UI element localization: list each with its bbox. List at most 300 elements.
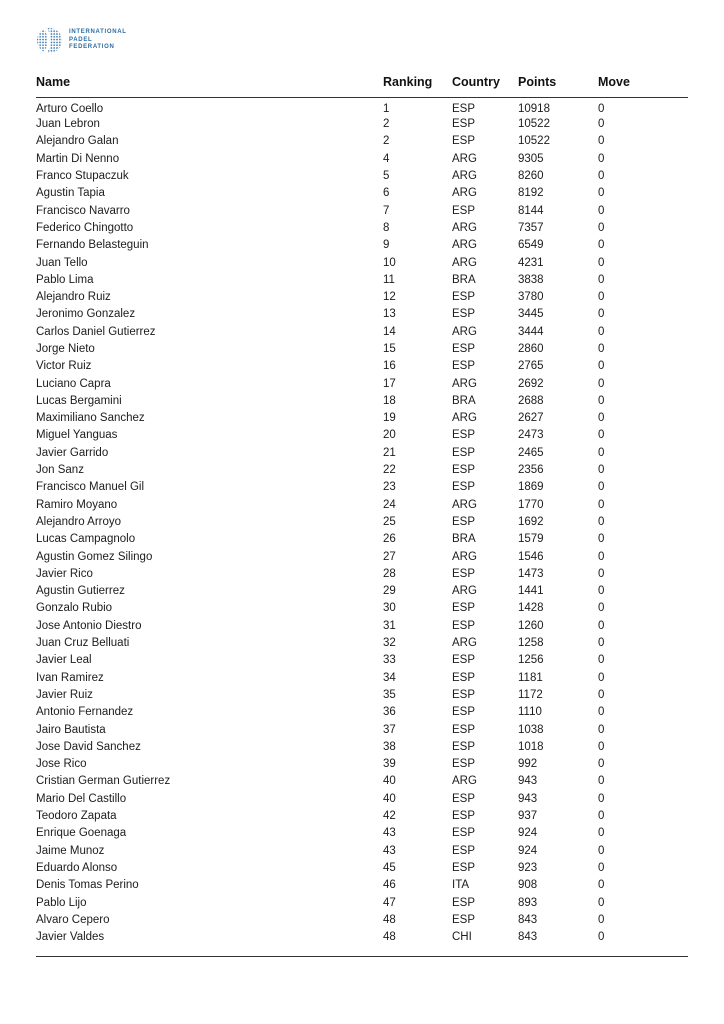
player-move: 0 bbox=[598, 481, 605, 494]
player-country: BRA bbox=[452, 394, 476, 407]
player-points: 1038 bbox=[518, 723, 544, 736]
player-name: Jose Antonio Diestro bbox=[36, 619, 142, 632]
table-row bbox=[36, 151, 688, 168]
player-name: Denis Tomas Perino bbox=[36, 879, 139, 892]
player-country: ESP bbox=[452, 515, 476, 528]
table-row bbox=[36, 393, 688, 410]
player-move: 0 bbox=[598, 567, 605, 580]
player-points: 3780 bbox=[518, 291, 544, 304]
player-ranking: 20 bbox=[383, 429, 396, 442]
player-country: BRA bbox=[452, 533, 476, 546]
player-name: Franco Stupaczuk bbox=[36, 170, 129, 183]
player-move: 0 bbox=[598, 204, 605, 217]
player-move: 0 bbox=[598, 654, 605, 667]
player-name: Alvaro Cepero bbox=[36, 913, 110, 926]
player-country: ARG bbox=[452, 256, 477, 269]
player-move: 0 bbox=[598, 931, 605, 944]
table-row bbox=[36, 877, 688, 894]
table-row bbox=[36, 842, 688, 859]
table-row bbox=[36, 531, 688, 548]
player-country: ESP bbox=[452, 446, 476, 459]
player-country: ESP bbox=[452, 481, 476, 494]
player-name: Victor Ruiz bbox=[36, 360, 92, 373]
player-points: 908 bbox=[518, 879, 538, 892]
player-points: 2627 bbox=[518, 412, 544, 425]
player-country: ESP bbox=[452, 896, 476, 909]
player-name: Maximiliano Sanchez bbox=[36, 412, 145, 425]
player-country: ESP bbox=[452, 861, 476, 874]
player-points: 1869 bbox=[518, 481, 544, 494]
fip-logo-line-1: INTERNATIONAL bbox=[69, 29, 127, 36]
player-move: 0 bbox=[598, 343, 605, 355]
player-move: 0 bbox=[598, 308, 605, 321]
player-country: ESP bbox=[452, 619, 476, 632]
column-header-ranking: Ranking bbox=[383, 76, 452, 98]
player-ranking: 48 bbox=[383, 913, 396, 926]
table-row bbox=[36, 445, 688, 462]
player-country: ARG bbox=[452, 637, 477, 650]
table-row bbox=[36, 894, 688, 911]
column-header-move: Move bbox=[598, 76, 688, 98]
player-country: ARG bbox=[452, 170, 477, 183]
column-header-name: Name bbox=[36, 76, 383, 98]
player-points: 943 bbox=[518, 775, 538, 788]
player-country: ESP bbox=[452, 308, 476, 321]
fip-logo bbox=[36, 27, 127, 54]
player-name: Cristian German Gutierrez bbox=[36, 775, 171, 788]
player-points: 1018 bbox=[518, 740, 544, 753]
player-points: 1546 bbox=[518, 550, 544, 563]
player-points: 4231 bbox=[518, 256, 544, 269]
table-row bbox=[36, 704, 688, 721]
player-name: Agustin Gutierrez bbox=[36, 585, 125, 598]
table-row bbox=[36, 773, 688, 790]
player-name: Mario Del Castillo bbox=[36, 792, 127, 805]
player-country: ESP bbox=[452, 291, 476, 304]
player-move: 0 bbox=[598, 394, 605, 407]
player-country: CHI bbox=[452, 931, 472, 944]
table-row bbox=[36, 237, 688, 254]
player-ranking: 45 bbox=[383, 861, 396, 874]
player-move: 0 bbox=[598, 758, 605, 771]
player-points: 3445 bbox=[518, 308, 544, 321]
player-ranking: 13 bbox=[383, 308, 396, 321]
player-points: 1258 bbox=[518, 637, 544, 650]
player-country: ARG bbox=[452, 498, 477, 511]
player-move: 0 bbox=[598, 118, 605, 131]
player-move: 0 bbox=[598, 135, 605, 148]
table-row bbox=[36, 272, 688, 289]
player-points: 10522 bbox=[518, 118, 550, 131]
player-ranking: 11 bbox=[383, 273, 395, 286]
player-move: 0 bbox=[598, 671, 605, 684]
player-country: ARG bbox=[452, 221, 477, 234]
player-ranking: 43 bbox=[383, 827, 396, 840]
rankings-table-container bbox=[36, 76, 688, 946]
player-country: ESP bbox=[452, 688, 476, 701]
player-name: Juan Cruz Belluati bbox=[36, 637, 130, 650]
player-points: 1579 bbox=[518, 533, 544, 546]
table-row bbox=[36, 202, 688, 219]
rankings-table bbox=[36, 76, 688, 946]
player-move: 0 bbox=[598, 688, 605, 701]
player-move: 0 bbox=[598, 429, 605, 442]
player-move: 0 bbox=[598, 221, 605, 234]
table-row bbox=[36, 566, 688, 583]
player-points: 6549 bbox=[518, 239, 544, 252]
table-row bbox=[36, 306, 688, 323]
player-ranking: 34 bbox=[383, 671, 396, 684]
player-name: Antonio Fernandez bbox=[36, 706, 134, 719]
player-points: 2692 bbox=[518, 377, 544, 390]
player-ranking: 33 bbox=[383, 654, 396, 667]
player-country: ESP bbox=[452, 654, 476, 667]
column-header-country: Country bbox=[452, 76, 518, 98]
player-points: 843 bbox=[518, 913, 538, 926]
player-name: Javier Garrido bbox=[36, 446, 109, 459]
player-points: 3838 bbox=[518, 273, 544, 286]
table-row bbox=[36, 721, 688, 738]
player-name: Jaime Munoz bbox=[36, 844, 105, 857]
player-points: 10522 bbox=[518, 135, 550, 148]
player-ranking: 42 bbox=[383, 810, 396, 823]
player-ranking: 8 bbox=[383, 221, 390, 234]
table-row bbox=[36, 791, 688, 808]
player-country: ESP bbox=[452, 343, 476, 355]
player-name: Alejandro Ruiz bbox=[36, 291, 111, 304]
player-points: 9305 bbox=[518, 152, 544, 165]
player-ranking: 9 bbox=[383, 239, 390, 252]
player-points: 1441 bbox=[518, 585, 544, 598]
player-country: ITA bbox=[452, 879, 470, 892]
player-ranking: 2 bbox=[383, 118, 390, 131]
player-move: 0 bbox=[598, 515, 605, 528]
player-country: ESP bbox=[452, 758, 476, 771]
player-country: ESP bbox=[452, 429, 476, 442]
player-name: Francisco Navarro bbox=[36, 204, 130, 217]
player-move: 0 bbox=[598, 861, 605, 874]
player-name: Juan Lebron bbox=[36, 118, 100, 131]
player-name: Arturo Coello bbox=[36, 103, 104, 115]
table-row bbox=[36, 497, 688, 514]
player-name: Martin Di Nenno bbox=[36, 152, 120, 165]
player-country: ESP bbox=[452, 135, 476, 148]
player-move: 0 bbox=[598, 740, 605, 753]
player-country: ARG bbox=[452, 187, 477, 200]
player-points: 1770 bbox=[518, 498, 544, 511]
player-name: Jose Rico bbox=[36, 758, 87, 771]
rankings-table-header bbox=[36, 76, 688, 98]
player-name: Jorge Nieto bbox=[36, 343, 95, 355]
player-move: 0 bbox=[598, 152, 605, 165]
player-points: 924 bbox=[518, 827, 538, 840]
table-row bbox=[36, 427, 688, 444]
player-move: 0 bbox=[598, 170, 605, 183]
player-ranking: 19 bbox=[383, 412, 396, 425]
player-move: 0 bbox=[598, 810, 605, 823]
player-ranking: 30 bbox=[383, 602, 396, 615]
player-move: 0 bbox=[598, 273, 605, 286]
player-points: 8192 bbox=[518, 187, 544, 200]
player-country: ARG bbox=[452, 325, 477, 338]
player-move: 0 bbox=[598, 446, 605, 459]
player-name: Javier Valdes bbox=[36, 931, 105, 944]
player-name: Agustin Gomez Silingo bbox=[36, 550, 153, 563]
player-name: Jeronimo Gonzalez bbox=[36, 308, 136, 321]
player-move: 0 bbox=[598, 239, 605, 252]
player-name: Carlos Daniel Gutierrez bbox=[36, 325, 156, 338]
player-move: 0 bbox=[598, 827, 605, 840]
player-name: Agustin Tapia bbox=[36, 187, 105, 200]
player-move: 0 bbox=[598, 896, 605, 909]
player-ranking: 32 bbox=[383, 637, 396, 650]
fip-logo-line-2: PADEL bbox=[69, 36, 93, 43]
player-name: Enrique Goenaga bbox=[36, 827, 127, 840]
player-name: Federico Chingotto bbox=[36, 221, 134, 234]
player-ranking: 31 bbox=[383, 619, 396, 632]
player-points: 2765 bbox=[518, 360, 544, 373]
player-points: 1428 bbox=[518, 602, 544, 615]
player-ranking: 10 bbox=[383, 256, 396, 269]
player-ranking: 1 bbox=[383, 103, 390, 115]
player-ranking: 4 bbox=[383, 152, 390, 165]
player-country: ESP bbox=[452, 844, 476, 857]
player-ranking: 25 bbox=[383, 515, 396, 528]
player-points: 943 bbox=[518, 792, 538, 805]
player-ranking: 37 bbox=[383, 723, 396, 736]
player-ranking: 23 bbox=[383, 481, 396, 494]
player-country: ESP bbox=[452, 360, 476, 373]
player-name: Jairo Bautista bbox=[36, 723, 106, 736]
player-move: 0 bbox=[598, 377, 605, 390]
player-move: 0 bbox=[598, 360, 605, 373]
player-points: 1256 bbox=[518, 654, 544, 667]
player-country: ESP bbox=[452, 723, 476, 736]
player-country: ARG bbox=[452, 775, 477, 788]
player-name: Fernando Belasteguin bbox=[36, 239, 149, 252]
player-points: 937 bbox=[518, 810, 538, 823]
player-ranking: 2 bbox=[383, 135, 390, 148]
table-row bbox=[36, 756, 688, 773]
player-ranking: 5 bbox=[383, 170, 390, 183]
player-country: ARG bbox=[452, 585, 477, 598]
player-ranking: 24 bbox=[383, 498, 396, 511]
fip-logo-icon bbox=[36, 27, 63, 54]
player-country: ESP bbox=[452, 740, 476, 753]
player-ranking: 35 bbox=[383, 688, 396, 701]
player-points: 8144 bbox=[518, 204, 544, 217]
player-move: 0 bbox=[598, 775, 605, 788]
player-ranking: 27 bbox=[383, 550, 396, 563]
player-name: Lucas Bergamini bbox=[36, 394, 122, 407]
player-points: 1181 bbox=[518, 671, 543, 684]
player-name: Lucas Campagnolo bbox=[36, 533, 136, 546]
player-name: Jose David Sanchez bbox=[36, 740, 141, 753]
player-points: 2473 bbox=[518, 429, 544, 442]
player-country: ESP bbox=[452, 118, 476, 131]
table-row bbox=[36, 341, 688, 358]
table-row bbox=[36, 860, 688, 877]
table-row bbox=[36, 375, 688, 392]
table-row bbox=[36, 410, 688, 427]
player-move: 0 bbox=[598, 585, 605, 598]
player-points: 893 bbox=[518, 896, 538, 909]
player-points: 924 bbox=[518, 844, 538, 857]
player-country: ESP bbox=[452, 671, 476, 684]
player-move: 0 bbox=[598, 619, 605, 632]
table-row bbox=[36, 479, 688, 496]
player-ranking: 38 bbox=[383, 740, 396, 753]
player-ranking: 17 bbox=[383, 377, 396, 390]
player-points: 923 bbox=[518, 861, 538, 874]
player-name: Pablo Lijo bbox=[36, 896, 87, 909]
player-country: ARG bbox=[452, 152, 477, 165]
player-name: Luciano Capra bbox=[36, 377, 111, 390]
fip-logo-line-3: FEDERATION bbox=[69, 44, 115, 51]
player-move: 0 bbox=[598, 723, 605, 736]
rankings-table-body bbox=[36, 98, 688, 947]
table-row bbox=[36, 739, 688, 756]
table-row bbox=[36, 514, 688, 531]
player-ranking: 46 bbox=[383, 879, 396, 892]
player-move: 0 bbox=[598, 256, 605, 269]
player-country: ESP bbox=[452, 706, 476, 719]
player-country: ESP bbox=[452, 913, 476, 926]
player-country: ARG bbox=[452, 412, 477, 425]
player-country: ARG bbox=[452, 550, 477, 563]
player-ranking: 29 bbox=[383, 585, 396, 598]
player-name: Alejandro Arroyo bbox=[36, 515, 122, 528]
player-points: 1692 bbox=[518, 515, 544, 528]
table-row bbox=[36, 808, 688, 825]
table-row bbox=[36, 635, 688, 652]
player-name: Eduardo Alonso bbox=[36, 861, 118, 874]
player-move: 0 bbox=[598, 913, 605, 926]
player-country: ESP bbox=[452, 810, 476, 823]
table-row bbox=[36, 687, 688, 704]
player-country: ESP bbox=[452, 204, 476, 217]
player-name: Francisco Manuel Gil bbox=[36, 481, 145, 494]
player-name: Javier Leal bbox=[36, 654, 92, 667]
player-points: 2356 bbox=[518, 464, 544, 477]
player-country: ESP bbox=[452, 602, 476, 615]
player-ranking: 6 bbox=[383, 187, 390, 200]
player-ranking: 14 bbox=[383, 325, 396, 338]
player-move: 0 bbox=[598, 533, 605, 546]
player-move: 0 bbox=[598, 550, 605, 563]
player-name: Pablo Lima bbox=[36, 273, 94, 286]
player-move: 0 bbox=[598, 498, 605, 511]
player-ranking: 36 bbox=[383, 706, 396, 719]
player-ranking: 39 bbox=[383, 758, 396, 771]
player-name: Javier Rico bbox=[36, 567, 93, 580]
table-row bbox=[36, 185, 688, 202]
table-row bbox=[36, 670, 688, 687]
player-ranking: 15 bbox=[383, 343, 396, 355]
player-move: 0 bbox=[598, 602, 605, 615]
player-country: ESP bbox=[452, 827, 476, 840]
player-move: 0 bbox=[598, 464, 605, 477]
player-name: Javier Ruiz bbox=[36, 688, 93, 701]
page-bottom-rule bbox=[36, 956, 688, 957]
player-ranking: 48 bbox=[383, 931, 396, 944]
player-name: Teodoro Zapata bbox=[36, 810, 117, 823]
table-row bbox=[36, 98, 688, 117]
player-ranking: 26 bbox=[383, 533, 396, 546]
player-points: 1172 bbox=[518, 688, 543, 701]
player-points: 10918 bbox=[518, 103, 550, 115]
player-points: 2860 bbox=[518, 343, 544, 355]
player-ranking: 47 bbox=[383, 896, 396, 909]
table-row bbox=[36, 254, 688, 271]
table-row bbox=[36, 600, 688, 617]
player-points: 992 bbox=[518, 758, 538, 771]
player-name: Jon Sanz bbox=[36, 464, 84, 477]
table-row bbox=[36, 912, 688, 929]
player-country: ESP bbox=[452, 464, 476, 477]
player-move: 0 bbox=[598, 844, 605, 857]
player-move: 0 bbox=[598, 706, 605, 719]
player-move: 0 bbox=[598, 879, 605, 892]
table-row bbox=[36, 358, 688, 375]
player-ranking: 22 bbox=[383, 464, 396, 477]
player-points: 3444 bbox=[518, 325, 544, 338]
player-country: ESP bbox=[452, 567, 476, 580]
fip-logo-text bbox=[69, 29, 127, 52]
player-points: 2688 bbox=[518, 394, 544, 407]
table-row bbox=[36, 929, 688, 946]
player-country: ARG bbox=[452, 377, 477, 390]
player-points: 2465 bbox=[518, 446, 544, 459]
player-name: Ivan Ramirez bbox=[36, 671, 104, 684]
column-header-points: Points bbox=[518, 76, 598, 98]
table-row bbox=[36, 116, 688, 133]
player-country: BRA bbox=[452, 273, 476, 286]
player-points: 1110 bbox=[518, 706, 542, 719]
player-name: Ramiro Moyano bbox=[36, 498, 118, 511]
table-row bbox=[36, 289, 688, 306]
table-row bbox=[36, 133, 688, 150]
player-country: ESP bbox=[452, 103, 476, 115]
table-row bbox=[36, 220, 688, 237]
player-move: 0 bbox=[598, 325, 605, 338]
player-ranking: 40 bbox=[383, 775, 396, 788]
player-ranking: 7 bbox=[383, 204, 390, 217]
player-points: 1473 bbox=[518, 567, 544, 580]
player-move: 0 bbox=[598, 637, 605, 650]
player-ranking: 21 bbox=[383, 446, 396, 459]
player-name: Juan Tello bbox=[36, 256, 88, 269]
table-row bbox=[36, 618, 688, 635]
player-move: 0 bbox=[598, 187, 605, 200]
player-move: 0 bbox=[598, 103, 605, 115]
table-row bbox=[36, 583, 688, 600]
player-points: 7357 bbox=[518, 221, 544, 234]
player-ranking: 43 bbox=[383, 844, 396, 857]
player-points: 8260 bbox=[518, 170, 544, 183]
player-ranking: 40 bbox=[383, 792, 396, 805]
player-name: Alejandro Galan bbox=[36, 135, 119, 148]
player-move: 0 bbox=[598, 792, 605, 805]
player-move: 0 bbox=[598, 291, 605, 304]
table-row bbox=[36, 548, 688, 565]
player-ranking: 16 bbox=[383, 360, 396, 373]
table-row bbox=[36, 462, 688, 479]
table-row bbox=[36, 825, 688, 842]
player-points: 1260 bbox=[518, 619, 544, 632]
player-move: 0 bbox=[598, 412, 605, 425]
player-ranking: 28 bbox=[383, 567, 396, 580]
